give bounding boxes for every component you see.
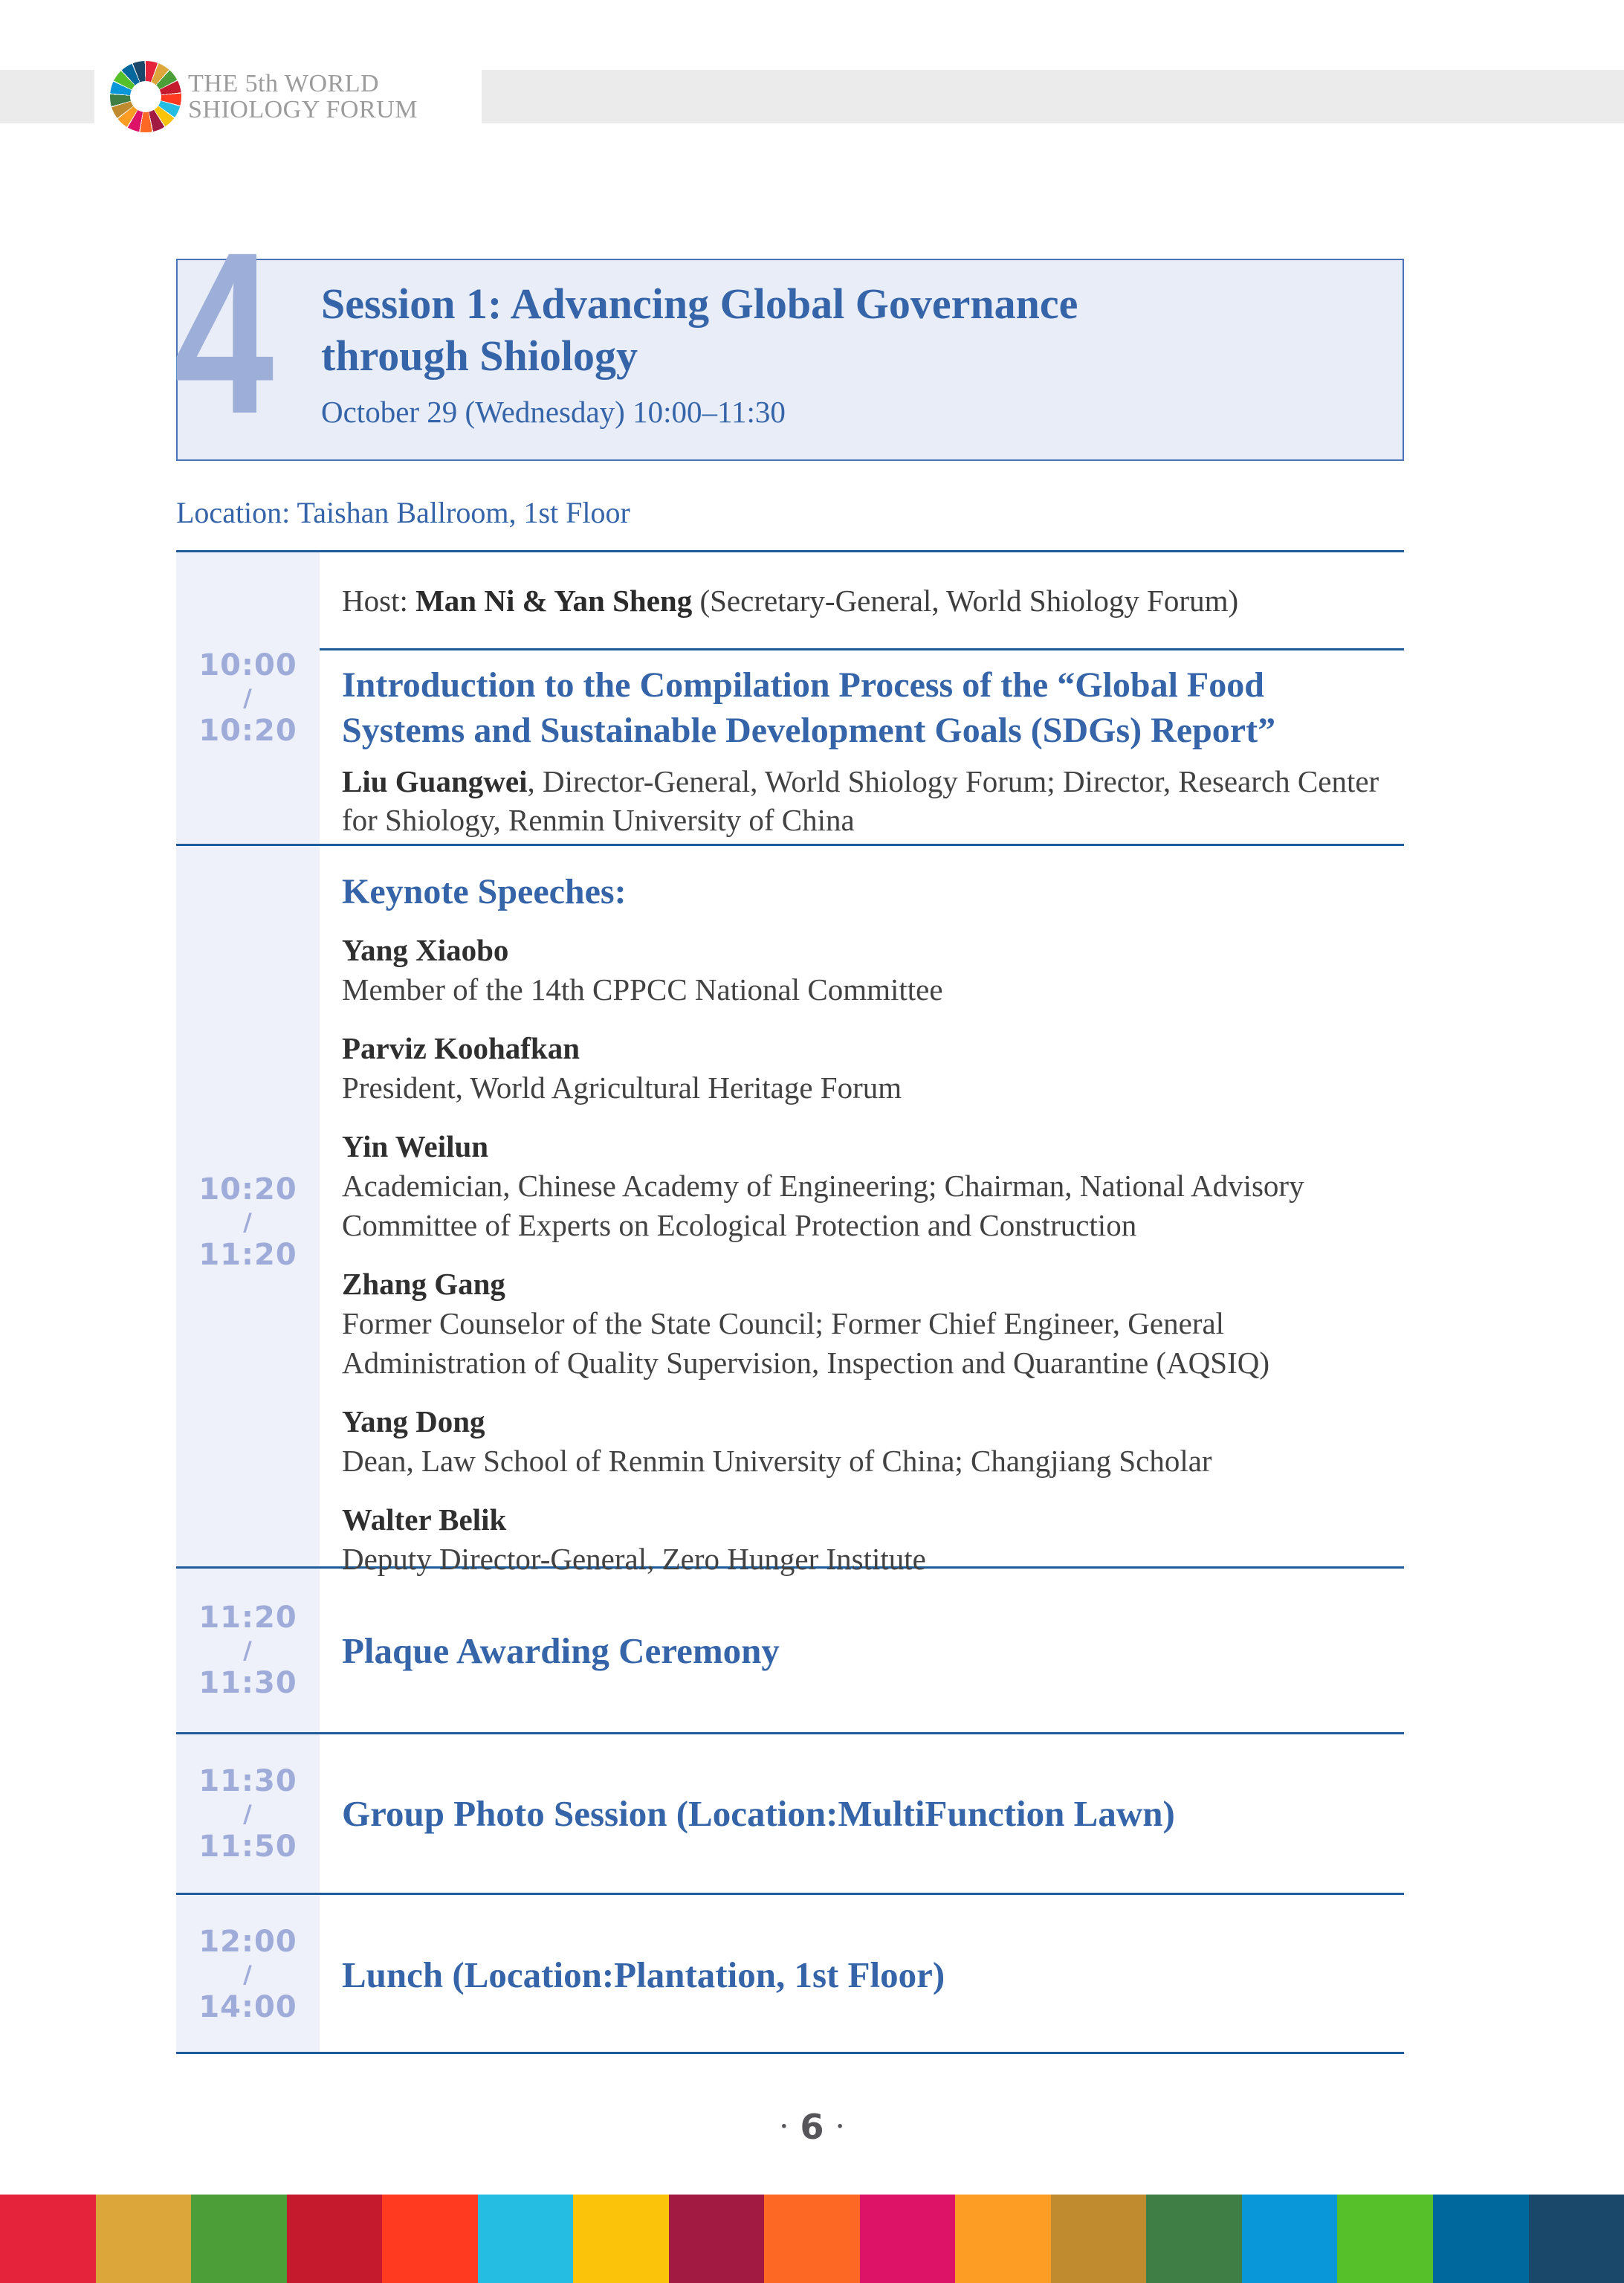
speaker-entry [342,1029,1386,1108]
time-start: 10:00 [198,648,297,682]
time-start: 12:00 [198,1925,297,1959]
schedule-table [176,550,1404,2054]
speaker-name: Yang Xiaobo [342,933,509,967]
schedule-group-keynotes [176,844,1404,1576]
schedule-group-lunch [176,1893,1404,2054]
sdg-color-segment [191,2195,287,2283]
page-number-value: 6 [800,2107,824,2147]
sdg-color-segment [1337,2195,1433,2283]
speaker-name: Yang Dong [342,1404,485,1438]
host-names: Man Ni & Yan Sheng [415,583,693,618]
speaker-entry [342,1265,1386,1383]
host-line [320,552,1404,650]
time-start: 11:30 [198,1763,297,1798]
speaker-description: , Director-General, World Shiology Forum; Director, Research Center for Shiology, Renmin University of China [342,764,1387,837]
page-number-dot-right: · [835,2113,844,2140]
time-end: 11:50 [198,1829,297,1864]
speaker-affiliation: President, World Agricultural Heritage Forum [342,1071,902,1105]
speaker-name: Walter Belik [342,1502,507,1537]
schedule-content [320,1734,1404,1893]
sdg-color-segment [478,2195,574,2283]
speaker-affiliation: Academician, Chinese Academy of Engineering; Chairman, National Advisory Committee of Experts on Ecological Protection and Construction [342,1169,1304,1242]
intro-talk [320,650,1404,839]
session-title-line1: Session 1: Advancing Global Governance [321,280,1078,328]
event-title: Lunch (Location:Plantation, 1st Floor) [342,1954,945,1995]
event-title: Plaque Awarding Ceremony [342,1630,780,1671]
speaker-affiliation: Member of the 14th CPPCC National Committee [342,972,943,1007]
sdg-color-segment [1433,2195,1529,2283]
event-title: Group Photo Session (Location:MultiFunction Lawn) [342,1793,1175,1834]
sdg-color-segment [1146,2195,1242,2283]
time-range [176,552,320,844]
time-range [176,1734,320,1893]
sdg-color-segment [1529,2195,1624,2283]
schedule-content [320,1569,1404,1732]
schedule-content [320,552,1404,844]
time-slash: / [243,684,253,712]
speaker-entry [342,1402,1386,1481]
schedule-group-plaque [176,1566,1404,1732]
host-suffix: (Secretary-General, World Shiology Forum) [692,583,1239,618]
forum-logo-title-line1: THE 5th WORLD [188,70,380,97]
sdg-color-bar [0,2195,1624,2283]
speaker-affiliation: Former Counselor of the State Council; Former Chief Engineer, General Administration of Quality Supervision, Inspection and Quarantine (AQSIQ) [342,1306,1269,1380]
forum-logo-title [188,71,418,123]
sdg-wheel-logo-icon [110,61,181,132]
speaker-name: Yin Weilun [342,1129,489,1163]
time-end: 11:20 [198,1238,297,1272]
sdg-color-segment [860,2195,956,2283]
sdg-color-segment [96,2195,192,2283]
session-number: 4 [174,204,274,462]
session-title-line2: through Shiology [321,332,638,380]
time-slash: / [243,1636,253,1664]
speaker-name: Zhang Gang [342,1267,505,1301]
time-slash: / [243,1960,253,1989]
sdg-color-segment [669,2195,765,2283]
time-start: 11:20 [198,1601,297,1635]
time-start: 10:20 [198,1172,297,1207]
schedule-group-photo [176,1732,1404,1893]
time-end: 11:30 [198,1666,297,1700]
schedule-content [320,1895,1404,2054]
sdg-color-segment [573,2195,669,2283]
speaker-entry [342,1127,1386,1245]
time-range [176,1895,320,2054]
page-number [0,2107,1624,2147]
location-line: Location: Taishan Ballroom, 1st Floor [176,496,630,529]
speaker-entry [342,931,1386,1010]
page-number-dot-left: · [780,2113,789,2140]
sdg-color-segment [0,2195,96,2283]
sdg-wheel-logo-hole [130,81,161,112]
host-label: Host: [342,583,416,618]
talk-title: Introduction to the Compilation Process of the “Global Food Systems and Sustainable Development Goals (SDGs) Report” [342,665,1276,750]
time-slash: / [243,1208,253,1236]
sdg-color-segment [955,2195,1051,2283]
sdg-color-segment [1051,2195,1147,2283]
time-slash: / [243,1799,253,1828]
time-range [176,1569,320,1732]
speaker-affiliation: Dean, Law School of Renmin University of China; Changjiang Scholar [342,1444,1212,1478]
time-end: 14:00 [198,1990,297,2024]
keynote-heading: Keynote Speeches: [342,872,627,911]
sdg-color-segment [382,2195,478,2283]
speaker-name: Parviz Koohafkan [342,1031,580,1065]
schedule-content [320,846,1404,1598]
speaker-affiliation: Deputy Director-General, Zero Hunger Institute [342,1542,926,1576]
speaker-entry [342,1500,1386,1579]
session-datetime: October 29 (Wednesday) 10:00–11:30 [321,395,786,429]
session-title [321,278,1403,382]
time-range [176,846,320,1598]
speaker-name: Liu Guangwei [342,764,528,798]
sdg-color-segment [1242,2195,1338,2283]
time-end: 10:20 [198,714,297,748]
sdg-color-segment [764,2195,860,2283]
schedule-group-intro [176,550,1404,844]
talk-speaker-line [342,762,1386,839]
session-banner [176,259,1404,461]
forum-logo-title-line2: SHIOLOGY FORUM [188,96,418,123]
sdg-color-segment [287,2195,383,2283]
